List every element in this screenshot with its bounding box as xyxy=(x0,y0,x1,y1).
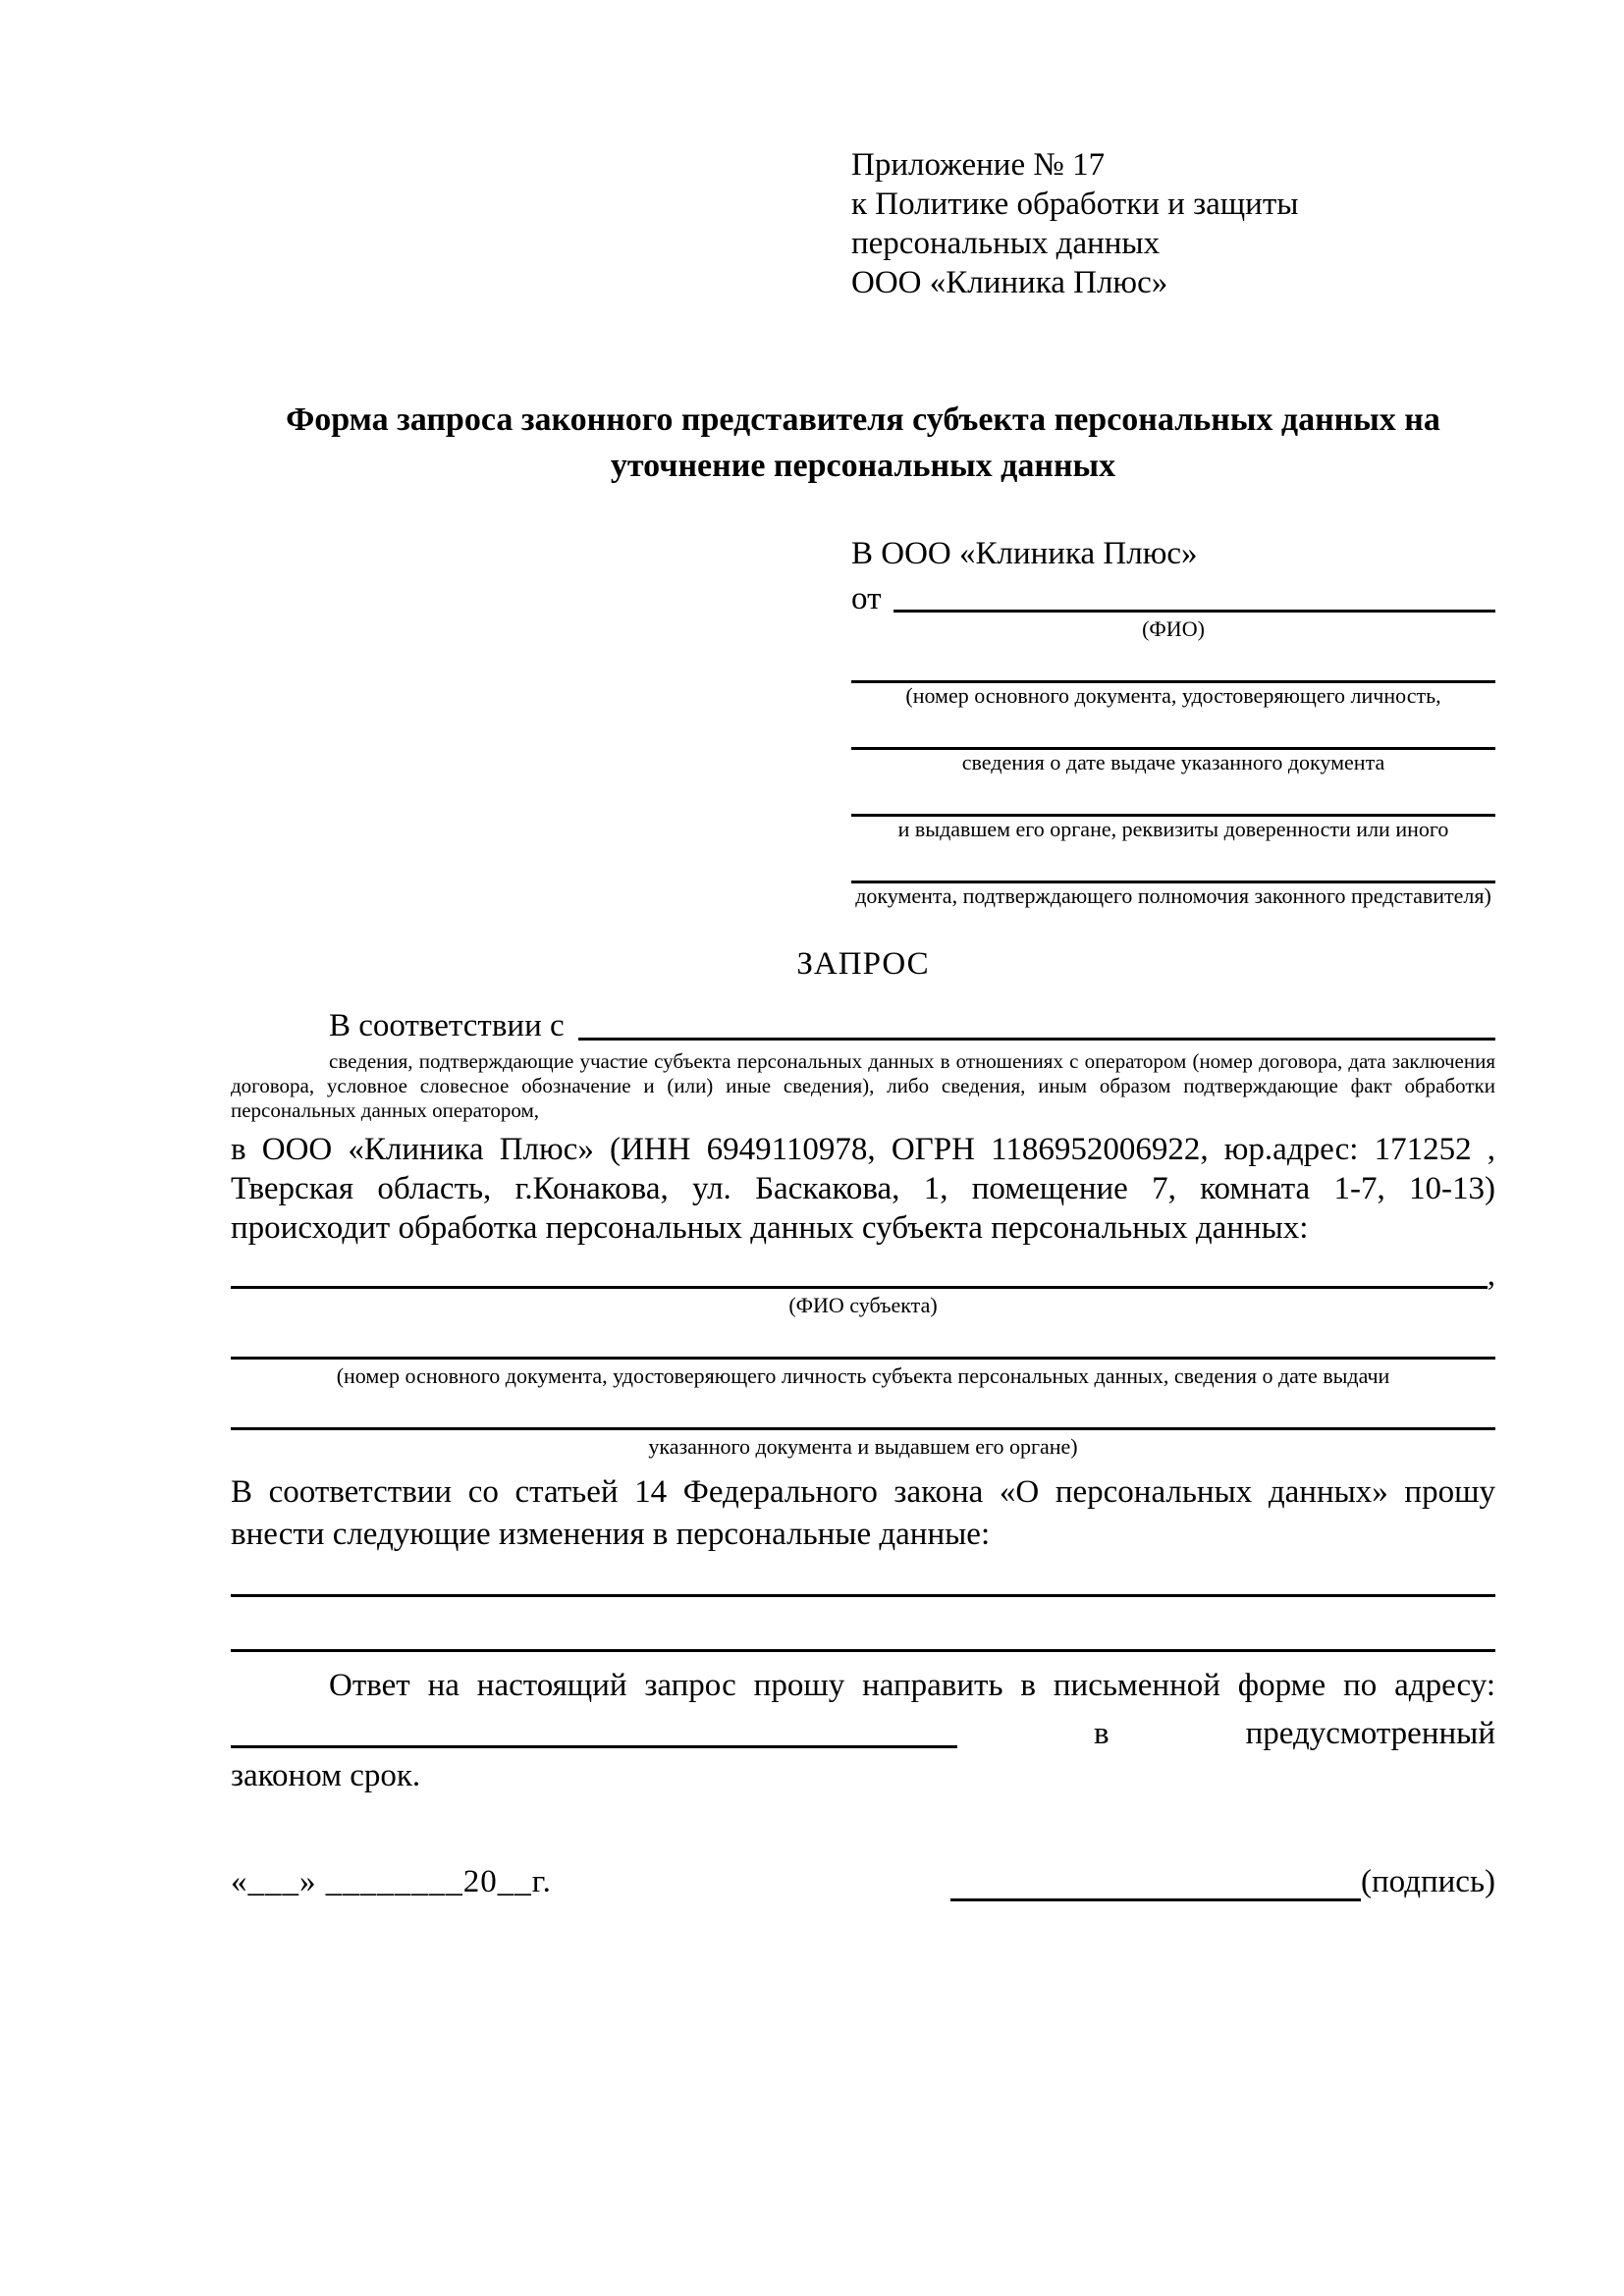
appendix-block xyxy=(851,145,1495,302)
representative-doc-caption-1: (номер основного документа, удостоверяющего личность, xyxy=(905,683,1441,708)
from-row xyxy=(851,575,1495,616)
from-label: от xyxy=(851,581,882,616)
signature-caption: (подпись) xyxy=(1361,1864,1495,1899)
signature-field-line xyxy=(950,1868,1361,1901)
intro-field-line xyxy=(578,1038,1495,1041)
date-field: «___» ________20__г. xyxy=(231,1864,552,1899)
subject-doc-field-line-2 xyxy=(231,1427,1495,1430)
appendix-line: персональных данных xyxy=(851,226,1161,261)
intro-label: В соответствии с xyxy=(329,1008,565,1043)
appendix-line: Приложение № 17 xyxy=(851,147,1106,183)
subject-doc-caption-1: (номер основного документа, удостоверяющего личность субъекта персональных данных, сведения о дате выдачи xyxy=(336,1363,1390,1388)
addressee-organization: В ООО «Клиника Плюс» xyxy=(851,536,1198,571)
representative-doc-caption-3: и выдавшем его органе, реквизиты доверенности или иного xyxy=(897,817,1449,841)
appendix-line: ООО «Клиника Плюс» xyxy=(851,265,1168,300)
appendix-line: к Политике обработки и защиты xyxy=(851,187,1299,222)
intro-row xyxy=(231,999,1495,1044)
operator-paragraph: в ООО «Клиника Плюс» (ИНН 6949110978, ОГРН 1186952006922, юр.адрес: 171252 , Тверская область, г.Конакова, ул. Баскакова, 1, помещение 7, комната 1-7, 10-13) происходит обработка персональных данных субъекта персональных данных: xyxy=(231,1132,1495,1246)
law-paragraph: В соответствии со статьей 14 Федерального закона «О персональных данных» прошу внести следующие изменения в персональные данные: xyxy=(231,1474,1495,1552)
reply-paragraph-line-1: Ответ на настоящий запрос прошу направить в письменной форме по адресу: xyxy=(329,1668,1495,1703)
changes-field-line-2 xyxy=(231,1597,1495,1652)
representative-doc-caption-2: сведения о дате выдаче указанного документа xyxy=(961,750,1385,774)
signature-group xyxy=(950,1862,1495,1901)
date-signature-row xyxy=(231,1862,1495,1901)
subject-fio-field-line xyxy=(231,1286,1488,1289)
representative-doc-field-line-2 xyxy=(851,709,1495,750)
subject-doc-field-line-1 xyxy=(231,1357,1495,1360)
document-title: Форма запроса законного представителя субъекта персональных данных на уточнение персональных данных xyxy=(286,401,1440,484)
subject-doc-caption-2: указанного документа и выдавшем его органе) xyxy=(648,1434,1078,1459)
subject-fio-row xyxy=(231,1248,1495,1293)
from-field-line xyxy=(893,610,1496,613)
fio-caption: (ФИО) xyxy=(1142,616,1205,641)
request-heading: ЗАПРОС xyxy=(796,946,930,982)
subject-doc-row-1 xyxy=(231,1318,1495,1363)
reply-word-in: в xyxy=(1094,1716,1110,1751)
subject-fio-comma: , xyxy=(1487,1257,1495,1293)
reply-address-row xyxy=(231,1707,1495,1752)
subject-doc-row-2 xyxy=(231,1389,1495,1434)
changes-field-line-1 xyxy=(231,1564,1495,1597)
representative-doc-field-line-4 xyxy=(851,842,1495,883)
representative-doc-field-line-3 xyxy=(851,775,1495,817)
addressee-block xyxy=(851,532,1495,909)
representative-doc-field-line-1 xyxy=(851,642,1495,683)
reply-address-field-line xyxy=(231,1745,957,1748)
subject-fio-caption: (ФИО субъекта) xyxy=(788,1293,938,1317)
representative-doc-caption-4: документа, подтверждающего полномочия законного представителя) xyxy=(855,883,1491,908)
reply-word-tail: предусмотренный xyxy=(1245,1716,1495,1751)
reply-paragraph-line-3: законом срок. xyxy=(231,1758,421,1793)
footnote-text: сведения, подтверждающие участие субъекта персональных данных в отношениях с оператором (номер договора, дата заключения договора, условное словесное обозначение и (или) иные сведения), либо сведения, иным образом подтверждающие факт обработки персональных данных оператором, xyxy=(231,1049,1495,1122)
